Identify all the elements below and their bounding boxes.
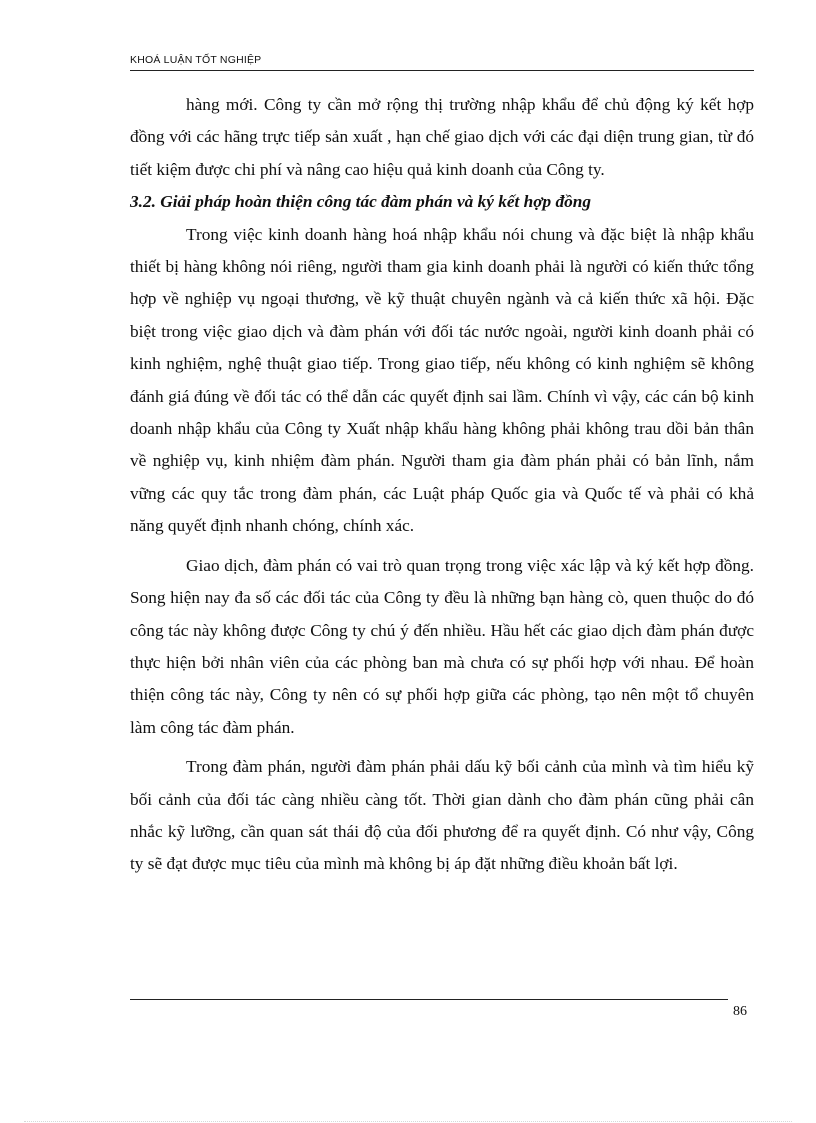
page-body <box>130 89 754 881</box>
paragraph-negotiation-role: Giao dịch, đàm phán có vai trò quan trọng trong việc xác lập và ký kết hợp đồng. Song hiện nay đa số các đối tác của Công ty đều là những bạn hàng cò, quen thuộc do đó công tác này không được Công ty chú ý đến nhiều. Hầu hết các giao dịch đàm phán được thực hiện bởi nhân viên của các phòng ban mà chưa có sự phối hợp với nhau. Để hoàn thiện công tác này, Công ty nên có sự phối hợp giữa các phòng, tạo nên một tổ chuyên làm công tác đàm phán. <box>130 555 754 737</box>
section-heading: 3.2. Giải pháp hoàn thiện công tác đàm phán và ký kết hợp đồng <box>130 192 592 212</box>
paragraph-continuation: hàng mới. Công ty cần mở rộng thị trường nhập khẩu để chủ động ký kết hợp đồng với các hãng trực tiếp sản xuất , hạn chế giao dịch với các đại diện trung gian, từ đó tiết kiệm được chi phí và nâng cao hiệu quả kinh doanh của Công ty. <box>130 95 754 179</box>
paragraph-negotiation-skills: Trong việc kinh doanh hàng hoá nhập khẩu nói chung và đặc biệt là nhập khẩu thiết bị hàng không nói riêng, người tham gia kinh doanh phải là người có kiến thức tổng hợp về nghiệp vụ ngoại thương, về kỹ thuật chuyên ngành và cả kiến thức xã hội. Đặc biệt trong việc giao dịch và đàm phán với đối tác nước ngoài, người kinh doanh phải có kinh nghiệm, nghệ thuật giao tiếp. Trong giao tiếp, nếu không có kinh nghiệm sẽ không đánh giá đúng về đối tác có thể dẫn các quyết định sai lầm. Chính vì vậy, các cán bộ kinh doanh nhập khẩu của Công ty Xuất nhập khẩu hàng không phải không trau dồi bản thân về nghiệp vụ, kinh nhiệm đàm phán. Người tham gia đàm phán phải có bản lĩnh, nắm vững các quy tắc trong đàm phán, các Luật pháp Quốc gia và Quốc tế và phải có khả năng quyết định nhanh chóng, chính xác. <box>130 224 754 536</box>
page-number: 86 <box>733 1004 747 1019</box>
footer-rule <box>130 999 728 1000</box>
page-bottom-border <box>24 1121 792 1122</box>
paragraph-negotiation-tactics: Trong đàm phán, người đàm phán phải dấu kỹ bối cảnh của mình và tìm hiểu kỹ bối cảnh của đối tác càng nhiều càng tốt. Thời gian dành cho đàm phán cũng phải cân nhắc kỹ lưỡng, cần quan sát thái độ của đối phương để ra quyết định. Có như vậy, Công ty sẽ đạt được mục tiêu của mình mà không bị áp đặt những điều khoản bất lợi. <box>130 757 754 874</box>
header-title: KHOÁ LUẬN TỐT NGHIỆP <box>130 54 262 66</box>
page-header <box>130 54 754 71</box>
